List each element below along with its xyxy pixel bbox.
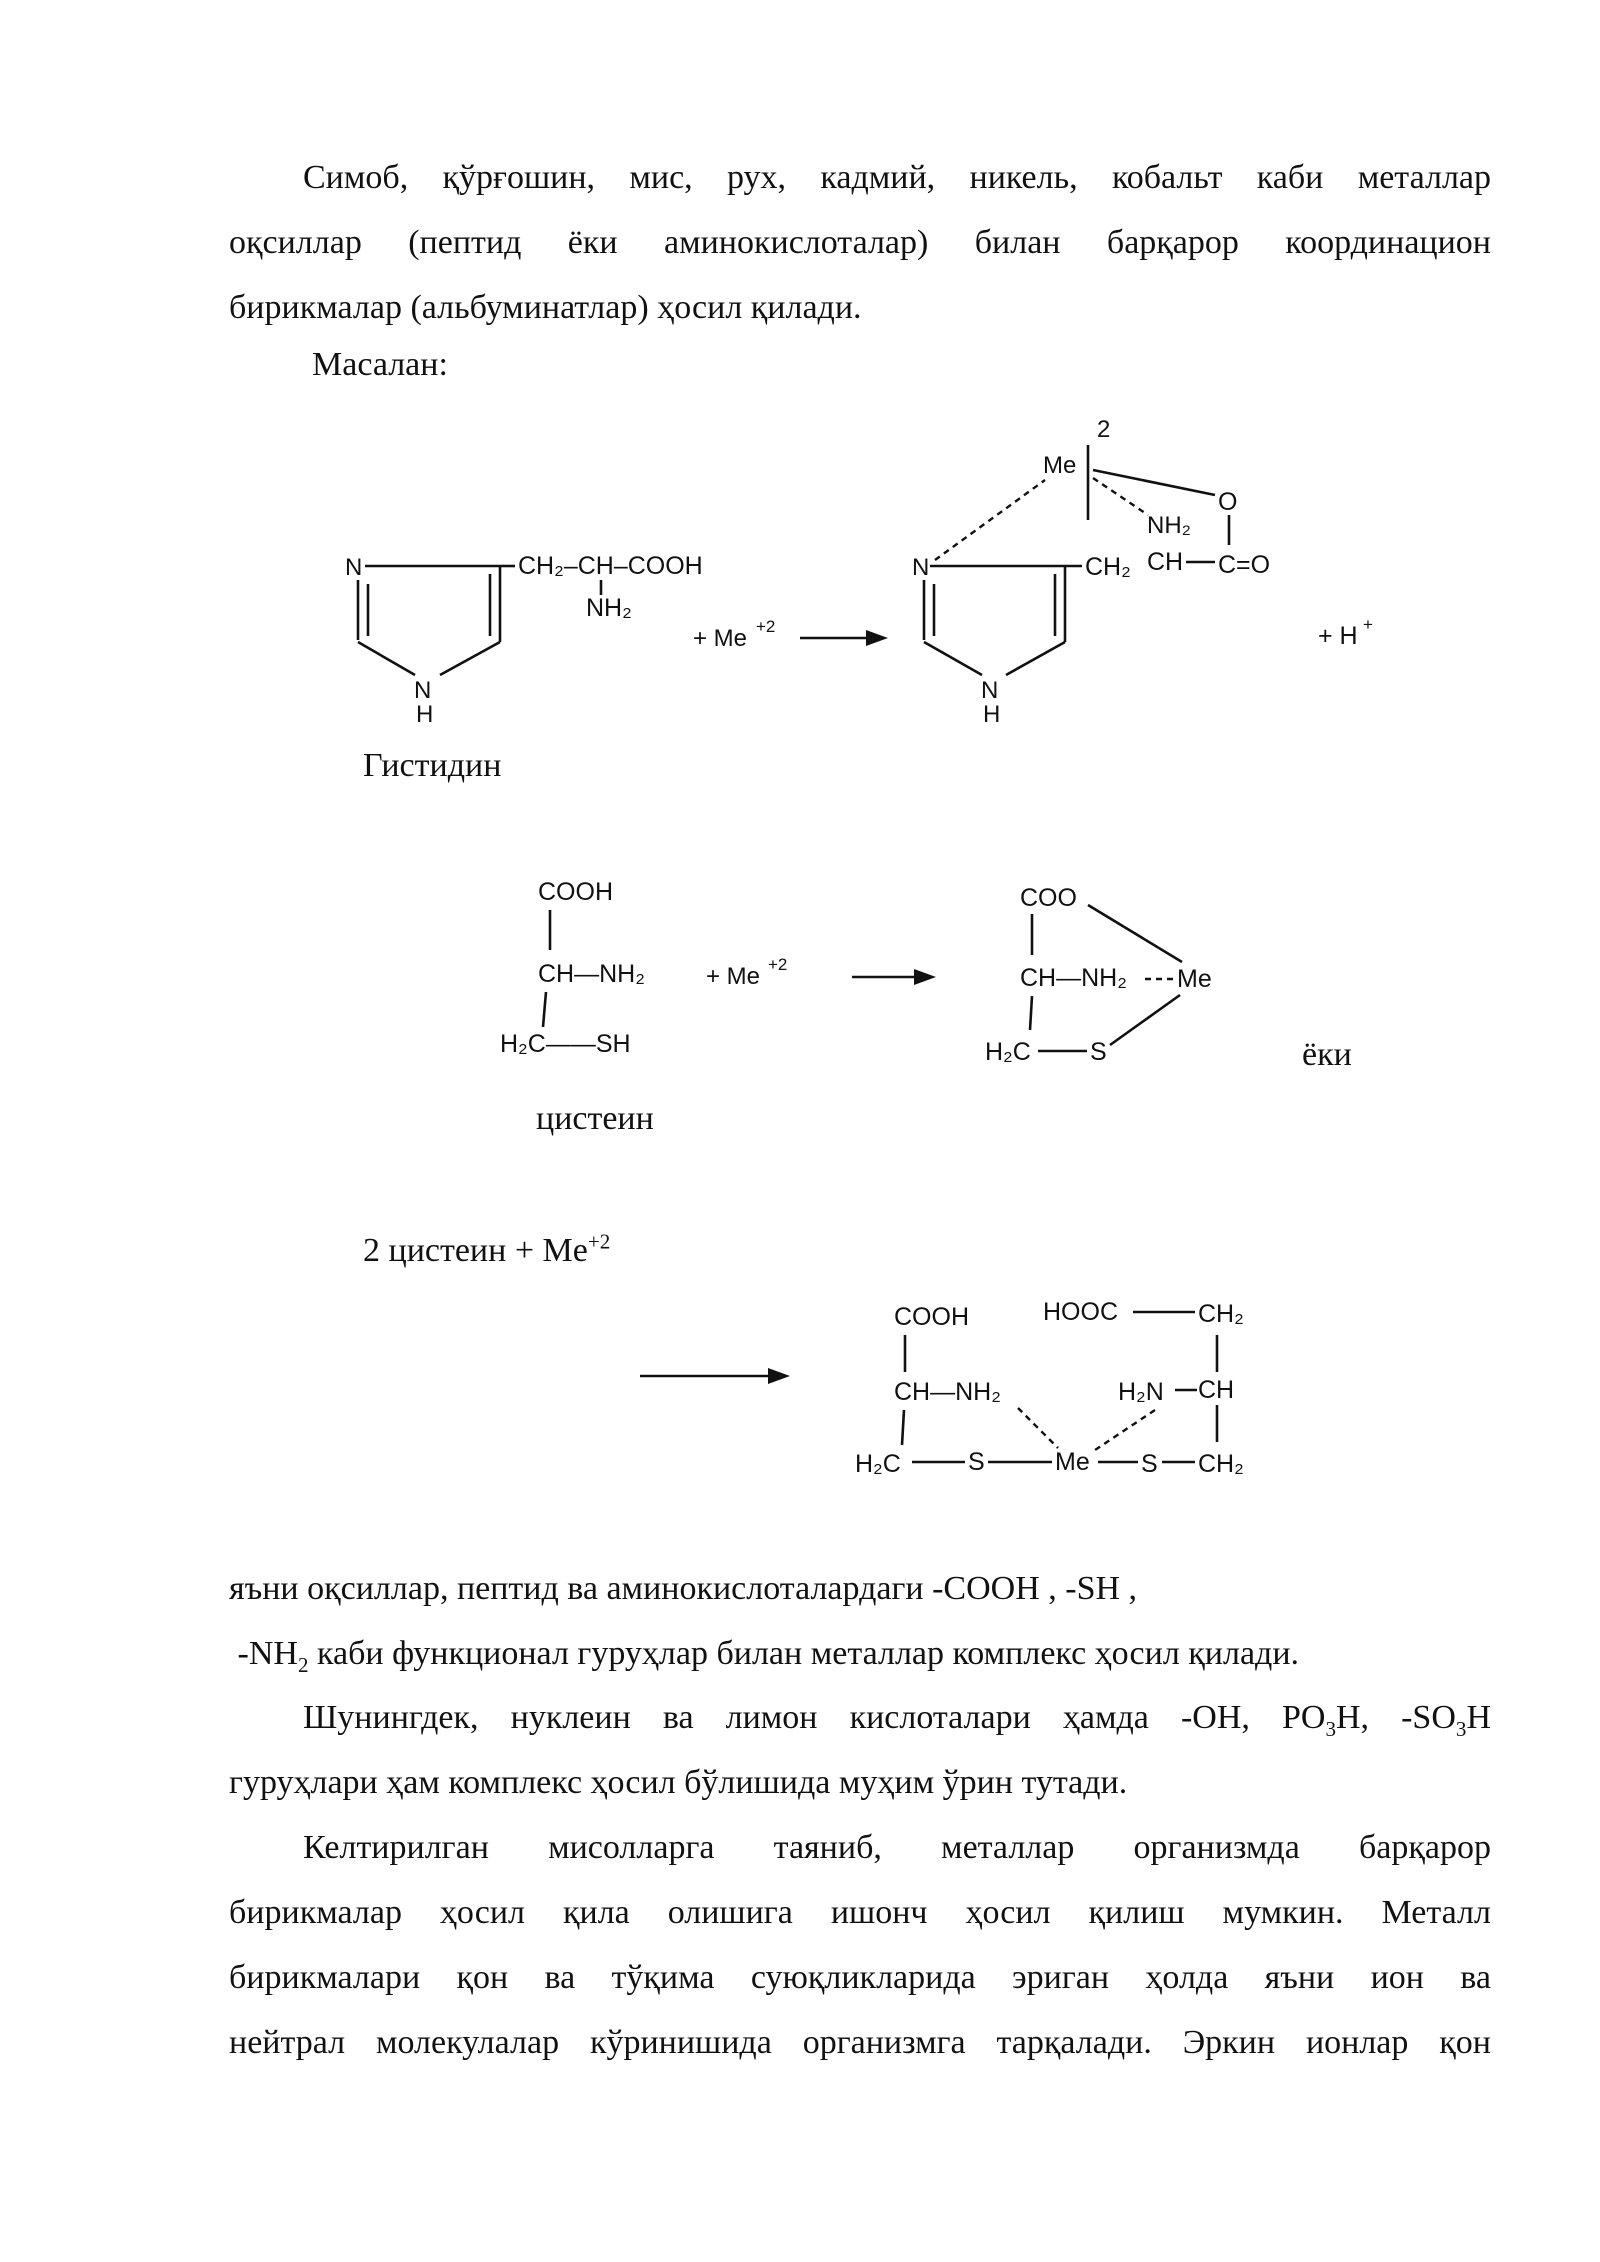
cysteine-complex-structure xyxy=(985,884,1212,1066)
after-line-2 xyxy=(229,1635,1300,1677)
example-label: Масалан: xyxy=(312,346,448,383)
product-me: Me xyxy=(1043,452,1077,479)
p2-line-1-a: Шунингдек, нуклеин ва лимон кислоталари ҳамда -OH, PO xyxy=(303,1699,1326,1736)
histidine-name: Гистидин xyxy=(363,747,502,784)
di-left-ch-nh2: CH—NH₂ xyxy=(894,1378,1001,1406)
after-line-1: яъни оқсиллар, пептид ва аминокислоталардаги -COOH , -SH , xyxy=(229,1570,1138,1607)
product-ch2: CH₂ xyxy=(1085,553,1131,581)
ring-n-label: N xyxy=(345,554,363,581)
bond-line xyxy=(902,1410,904,1445)
side-chain-label: CH₂–CH–COOH xyxy=(518,552,703,580)
p2-line-2: гуруҳлари ҳам комплекс ҳосил бўлишида муҳим ўрин тутади. xyxy=(229,1764,1128,1801)
product-nh2: NH₂ xyxy=(1147,512,1191,539)
di-left-s: S xyxy=(968,1448,985,1476)
cys-prod-ch-nh2: CH—NH₂ xyxy=(1020,964,1127,992)
bond-line xyxy=(1018,1408,1058,1448)
bond-line xyxy=(1110,995,1180,1045)
cys-prod-me: Me xyxy=(1177,965,1212,993)
di-center-me: Me xyxy=(1055,1448,1090,1476)
cysteine-structure xyxy=(500,878,645,1058)
p3-line-2: бирикмалар ҳосил қила олишига ишонч ҳосил қилиш мумкин. Металл xyxy=(229,1894,1491,1931)
product-ring-nh: N xyxy=(981,677,999,704)
plus-me-label: + Me xyxy=(693,625,748,652)
p2-line-1-b: H, -SO xyxy=(1335,1699,1456,1736)
bond-line xyxy=(1092,1410,1155,1452)
cys-me-charge: +2 xyxy=(768,955,788,974)
dicysteine-lhs-charge: +2 xyxy=(587,1229,611,1254)
p2-line-1 xyxy=(229,1685,1491,1750)
histidine-complex-structure xyxy=(912,416,1270,728)
after-line-2-sub: 2 xyxy=(297,1652,309,1677)
ring-nh-label: N xyxy=(414,677,432,704)
product-co: C=O xyxy=(1218,551,1271,579)
di-right-ch2-top: CH₂ xyxy=(1198,1300,1244,1328)
dicysteine-lhs xyxy=(363,1229,611,1270)
di-right-hooc: HOOC xyxy=(1043,1298,1118,1326)
p3-line-1: Келтирилган мисолларга таяниб, металлар организмда барқарор xyxy=(303,1829,1491,1866)
bond-line xyxy=(924,642,982,675)
p2-sub-2: 3 xyxy=(1455,1716,1467,1741)
histidine-structure xyxy=(345,552,703,728)
ring-h-label: H xyxy=(416,701,434,728)
dicysteine-lhs-text: 2 цистеин + Me xyxy=(363,1232,588,1269)
paragraph-2 xyxy=(229,1685,1491,1815)
intro-line-3: бирикмалар (альбуминатлар) ҳосил қилади. xyxy=(229,289,862,326)
or-word: ёки xyxy=(1302,1036,1352,1073)
cysteine-name: цистеин xyxy=(536,1100,654,1137)
bond-line xyxy=(1006,642,1065,675)
product-ring-n: N xyxy=(912,554,930,581)
cys-ch-nh2: CH—NH₂ xyxy=(538,960,645,988)
di-right-ch: CH xyxy=(1198,1376,1235,1404)
reaction-arrow-2 xyxy=(914,969,936,985)
p3-line-3: бирикмалари қон ва тўқима суюқликларида эриган ҳолда яъни ион ва xyxy=(229,1959,1491,1996)
bond-line xyxy=(935,480,1045,560)
di-right-s: S xyxy=(1141,1450,1158,1478)
di-right-h2n: H₂N xyxy=(1118,1378,1164,1406)
p2-sub-1: 3 xyxy=(1325,1716,1336,1741)
product-o: O xyxy=(1218,488,1238,516)
bond-line xyxy=(543,992,546,1027)
amino-label: NH₂ xyxy=(586,594,632,622)
cys-h2c-sh: H₂C——SH xyxy=(500,1030,631,1058)
di-left-h2c: H₂C xyxy=(855,1450,901,1478)
product-ring-h: H xyxy=(983,701,1001,728)
p3-line-4: нейтрал молекулалар кўринишида организмга тарқалади. Эркин ионлар қон xyxy=(229,2024,1491,2061)
dicysteine-complex-structure xyxy=(855,1298,1244,1478)
after-line-2-rest: каби функционал гуруҳлар билан металлар комплекс ҳосил қилади. xyxy=(308,1635,1300,1672)
di-left-cooh: COOH xyxy=(894,1303,969,1331)
cys-prod-s: S xyxy=(1090,1038,1107,1066)
plus-h-label: + H xyxy=(1318,622,1358,650)
paragraph-3 xyxy=(229,1815,1491,2075)
reaction-arrow-3 xyxy=(768,1368,790,1384)
product-bracket-charge: 2 xyxy=(1097,416,1111,443)
bond-line xyxy=(1093,478,1148,515)
bond-line xyxy=(358,642,415,675)
p2-line-1-c: H xyxy=(1466,1699,1492,1736)
intro-line-1: Симоб, қўрғошин, мис, рух, кадмий, никель, кобальт каби металлар xyxy=(303,159,1491,196)
reaction-arrow-1 xyxy=(866,630,888,646)
bond-line xyxy=(1088,905,1182,962)
me-charge-label: +2 xyxy=(756,617,776,636)
bond-line xyxy=(1030,996,1032,1030)
cys-prod-h2c: H₂C xyxy=(985,1038,1031,1066)
after-line-2-prefix: -NH xyxy=(229,1635,298,1672)
di-right-ch2-bottom: CH₂ xyxy=(1198,1450,1244,1478)
intro-line-2: оқсиллар (пептид ёки аминокислоталар) билан барқарор координацион xyxy=(229,224,1491,261)
cys-plus-me: + Me xyxy=(706,963,761,990)
cys-cooh: COOH xyxy=(538,878,613,906)
h-charge-label: + xyxy=(1363,615,1373,634)
product-ch: CH xyxy=(1147,548,1184,576)
cys-prod-coo: COO xyxy=(1020,884,1077,912)
bond-line xyxy=(440,642,500,675)
